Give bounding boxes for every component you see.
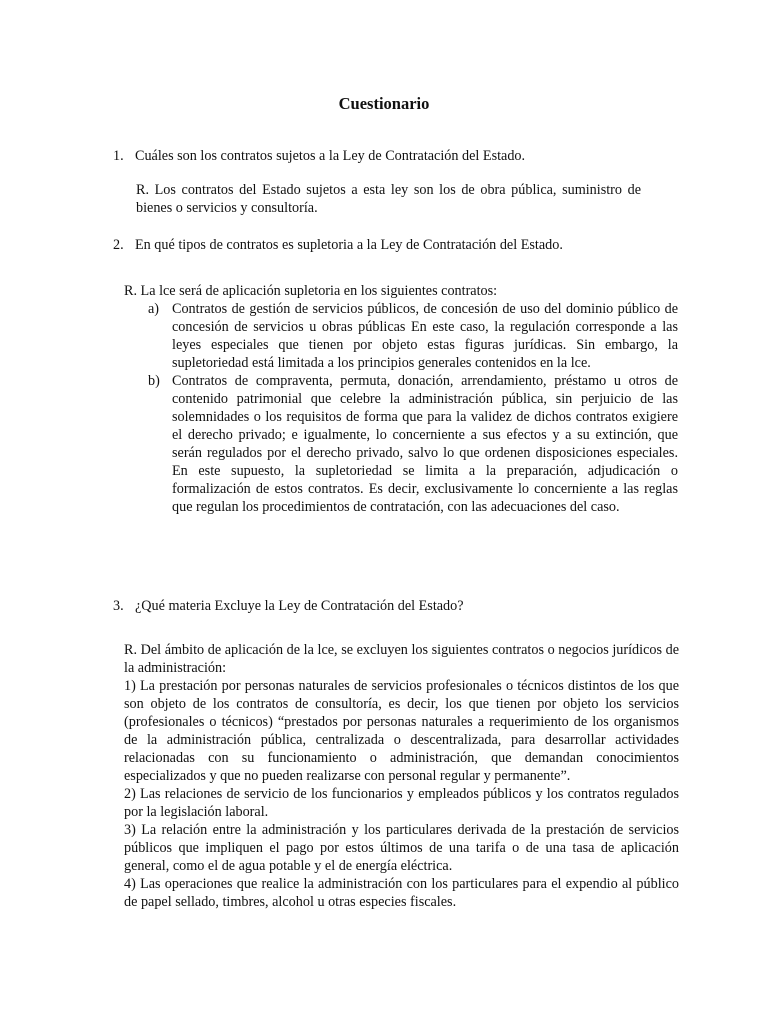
list-item <box>148 300 678 372</box>
list-marker: b) <box>148 373 160 389</box>
question-number: 2. <box>113 237 124 253</box>
answer-1: R. Los contratos del Estado sujetos a esta ley son los de obra pública, suministro de bienes o servicios y consultoría. <box>136 182 641 216</box>
answer-3 <box>124 641 679 911</box>
list-marker: a) <box>148 301 160 317</box>
list-item-text: Contratos de compraventa, permuta, donación, arrendamiento, préstamo u otros de contenido patrimonial que celebre la administración pública, sin perjuicio de las solemnidades o los requisitos de forma que para la validez de dichos contratos exigiere el derecho privado; e igualmente, lo concerniente a sus efectos y a su extinción, que serán regulados por el derecho privado, salvo lo que ordenen disposiciones especiales. En este supuesto, la supletoriedad se limita a la preparación, adjudicación o formalización de estos contratos. Es decir, exclusivamente lo concerniente a las reglas que regulan los procedimientos de contratación, con las adecuaciones del caso. <box>172 373 678 515</box>
question-number: 3. <box>113 598 124 614</box>
list-item <box>148 372 678 516</box>
answer-2-intro: R. La lce será de aplicación supletoria en los siguientes contratos: <box>124 283 498 299</box>
question-number: 1. <box>113 148 124 164</box>
question-1 <box>113 147 633 165</box>
answer-paragraph: 4) Las operaciones que realice la administración con los particulares para el expendio al público de papel sellado, timbres, alcohol u otras especies fiscales. <box>124 876 679 910</box>
question-3 <box>113 597 633 615</box>
question-text: En qué tipos de contratos es supletoria a la Ley de Contratación del Estado. <box>135 237 563 253</box>
question-2 <box>113 236 633 254</box>
answer-paragraph: 1) La prestación por personas naturales de servicios profesionales o técnicos distintos de los que son objeto de los contratos de consultoría, es decir, los que tienen por objeto los servicios (profesionales o técnicos) “prestados por personas naturales a requerimiento de los organismos de la administración pública, centralizada o descentralizada, para desarrollar actividades relacionadas con su funcionamiento o administración, que demandan conocimientos especializados y que no pueden realizarse con personal regular y permanente”. <box>124 678 679 784</box>
question-text: ¿Qué materia Excluye la Ley de Contratación del Estado? <box>135 598 464 614</box>
page-title: Cuestionario <box>338 94 430 113</box>
supletoria-list <box>148 300 678 516</box>
list-item-text: Contratos de gestión de servicios públicos, de concesión de uso del dominio público de concesión de servicios u obras públicas En este caso, la regulación corresponde a las leyes especiales que tienen por objeto estas figuras jurídicas. Sin embargo, la supletoriedad está limitada a los principios generales contenidos en la lce. <box>172 301 678 371</box>
answer-paragraph: 2) Las relaciones de servicio de los funcionarios y empleados públicos y los contratos regulados por la legislación laboral. <box>124 786 679 820</box>
answer-paragraph: R. Del ámbito de aplicación de la lce, se excluyen los siguientes contratos o negocios jurídicos de la administración: <box>124 642 679 676</box>
answer-paragraph: 3) La relación entre la administración y los particulares derivada de la prestación de servicios públicos que impliquen el pago por estos últimos de una tarifa o de una tasa de aplicación general, como el de agua potable y el de energía eléctrica. <box>124 822 679 874</box>
question-text: Cuáles son los contratos sujetos a la Ley de Contratación del Estado. <box>135 148 526 164</box>
